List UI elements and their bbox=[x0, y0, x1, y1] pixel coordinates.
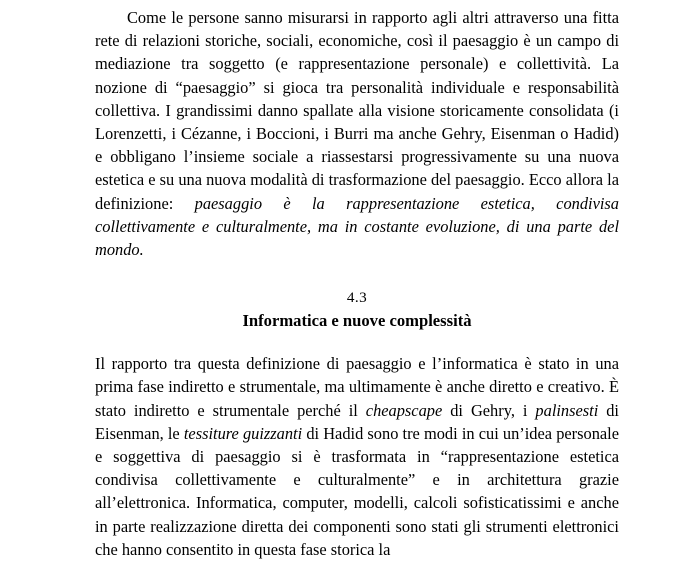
section-number: 4.3 bbox=[346, 289, 368, 307]
body-paragraph-2 bbox=[95, 352, 619, 561]
section-title: Informatica e nuove complessità bbox=[242, 311, 472, 331]
paragraph-2-segment-3: di Gehry, i bbox=[442, 400, 536, 420]
heading-spacer bbox=[95, 332, 619, 352]
paragraph-1-italic-definition: paesaggio è la rappresentazione estetica, condivisa collettivamente e culturalmente, ma in costante evoluzione, di una parte del mondo. bbox=[95, 193, 619, 260]
body-paragraph-1 bbox=[95, 0, 619, 261]
paragraph-2-segment-1: Il rapporto tra questa definizione di paesaggio e l’informatica è stato in una prima fase indiretto e strumentale, ma ultimamente è anche diretto e creativo. È stato indiretto e strumentale perché il bbox=[95, 354, 619, 420]
paragraph-2-italic-tessiture-guizzanti: tessiture guizzanti bbox=[183, 423, 303, 443]
section-heading bbox=[95, 288, 619, 332]
paragraph-2-segment-5: di Eisenman, le bbox=[95, 400, 619, 443]
paragraph-2-italic-palinsesti: palinsesti bbox=[535, 400, 599, 420]
paragraph-2-segment-7: di Hadid sono tre modi in cui un’idea personale e soggettiva di paesaggio si è trasformata in “rappresentazione estetica condivisa collettivamente e culturalmente” e in architettura grazie all’elettronica. Informatica, computer, modelli, calcoli sofisticatissimi e anche in parte realizzazione diretta dei componenti sono stati gli strumenti elettronici che hanno consentito in questa fase storica la bbox=[95, 423, 620, 559]
paragraph-1-roman-text: Come le persone sanno misurarsi in rapporto agli altri attraverso una fitta rete di relazioni storiche, sociali, economiche, così il paesaggio è un campo di mediazione tra soggetto (e rappresentazione personale) e collettività. La nozione di “paesaggio” si gioca tra personalità individuale e responsabilità collettiva. I grandissimi danno spallate alla visione storicamente consolidata (i Lorenzetti, i Cézanne, i Boccioni, i Burri ma anche Gehry, Eisenman o Hadid) e obbligano l’insieme sociale a riassestarsi progressivamente su una nuova estetica e su una nuova modalità di trasformazione del paesaggio. Ecco allora la definizione: bbox=[95, 8, 619, 213]
paragraph-2-italic-cheapscape: cheapscape bbox=[365, 400, 443, 420]
